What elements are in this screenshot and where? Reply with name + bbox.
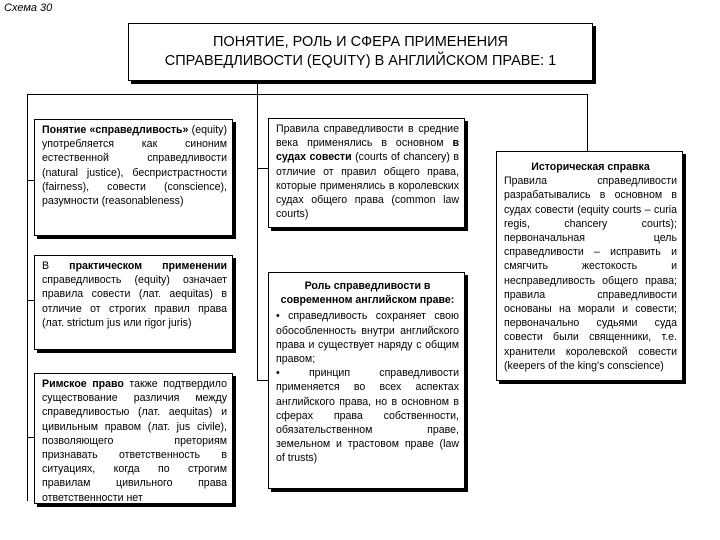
history-heading: Историческая справка [531, 161, 650, 173]
role-box [268, 272, 465, 489]
practical-heading: практическом применении [69, 260, 227, 272]
practical-box [34, 255, 233, 350]
history-text: Правила справедливости разрабатывались в основном в судах совести (equity courts – curia regis, chancery courts); первоначальная цель справедливости – исправить и смягчить жестокость и несправедливость общего права; правила справедливости основаны на морали и совести; первоначально судьями суда совести были священники, т.е. хранители королевской совести (keepers of the king's conscience) [504, 175, 677, 372]
connector-left-1 [27, 180, 34, 181]
practical-body: справедливость (equity) означает правила совести (лат. aequitas) в отличие от строгих правил права (лат. strictum jus или rigor juris) [42, 274, 227, 329]
role-item-2: • принцип справедливости применяется во всех аспектах английского права, но в основном в сферах права собственности, обязательственном праве, земельном и трастовом праве (law of trusts) [276, 367, 460, 465]
roman-law-box [34, 373, 233, 504]
connector-middle-spine [257, 118, 258, 380]
roman-law-body: также подтвердило существование различия между справедливостью (лат. aequitas) и цивильным правом (лат. jus civile), позволяющего преториям признавать ответственность в ситуациях, когда по строгим правилам цивильного права ответственности нет [42, 378, 227, 504]
concept-text [42, 123, 227, 208]
connector-horizontal-top [27, 94, 587, 95]
concept-body: (equity) употребляется как синоним естественной справедливости (natural justice), беспристрастности (fairness), совести (conscience), разумности (reasonableness) [42, 124, 227, 208]
connector-middle-2 [257, 380, 268, 381]
title-line-1: ПОНЯТИЕ, РОЛЬ И СФЕРА ПРИМЕНЕНИЯ [213, 34, 508, 50]
concept-box [34, 119, 233, 236]
practical-prefix: В [42, 260, 70, 272]
middle-ages-highlight: в судах совести [276, 137, 459, 164]
role-heading: Роль справедливости в современном английском праве: [280, 280, 455, 307]
connector-left-top [27, 94, 28, 119]
middle-ages-body-2: (courts of chancery) в отличие от правил общего права, которые применялись в королевских судах общего права (common law courts) [276, 151, 459, 221]
roman-law-heading: Римское право [42, 378, 124, 390]
roman-law-text [42, 377, 227, 505]
connector-middle-top [257, 94, 258, 118]
middle-ages-text [276, 122, 459, 221]
practical-text [42, 259, 227, 330]
connector-left-2 [27, 300, 34, 301]
connector-left-spine [27, 119, 28, 501]
middle-ages-body-1: Правила справедливости в средние века применялись в основном [276, 123, 459, 150]
connector-right-top [587, 94, 588, 151]
role-item-1-text: справедливость сохраняет свою обособленность внутри английского права и существует наряду с общим правом; [276, 310, 459, 366]
connector-middle-1 [257, 168, 268, 169]
connector-left-3 [27, 437, 34, 438]
history-box [496, 151, 683, 381]
middle-ages-box [268, 118, 465, 228]
role-item-1: • справедливость сохраняет свою обособленность внутри английского права и существует наряду с общим правом; [276, 310, 459, 366]
page-title [128, 23, 593, 81]
title-line-2: СПРАВЕДЛИВОСТИ (EQUITY) В АНГЛИЙСКОМ ПРАВЕ: 1 [164, 53, 557, 69]
connector-vertical-main [257, 82, 258, 94]
scheme-label: Схема 30 [4, 2, 53, 14]
role-item-2-text: принцип справедливости применяется во всех аспектах английского права, но в основном в сферах права собственности, обязательственном праве, земельном и трастовом праве (law of trusts) [276, 367, 460, 465]
concept-heading: Понятие «справедливость» [42, 124, 189, 136]
